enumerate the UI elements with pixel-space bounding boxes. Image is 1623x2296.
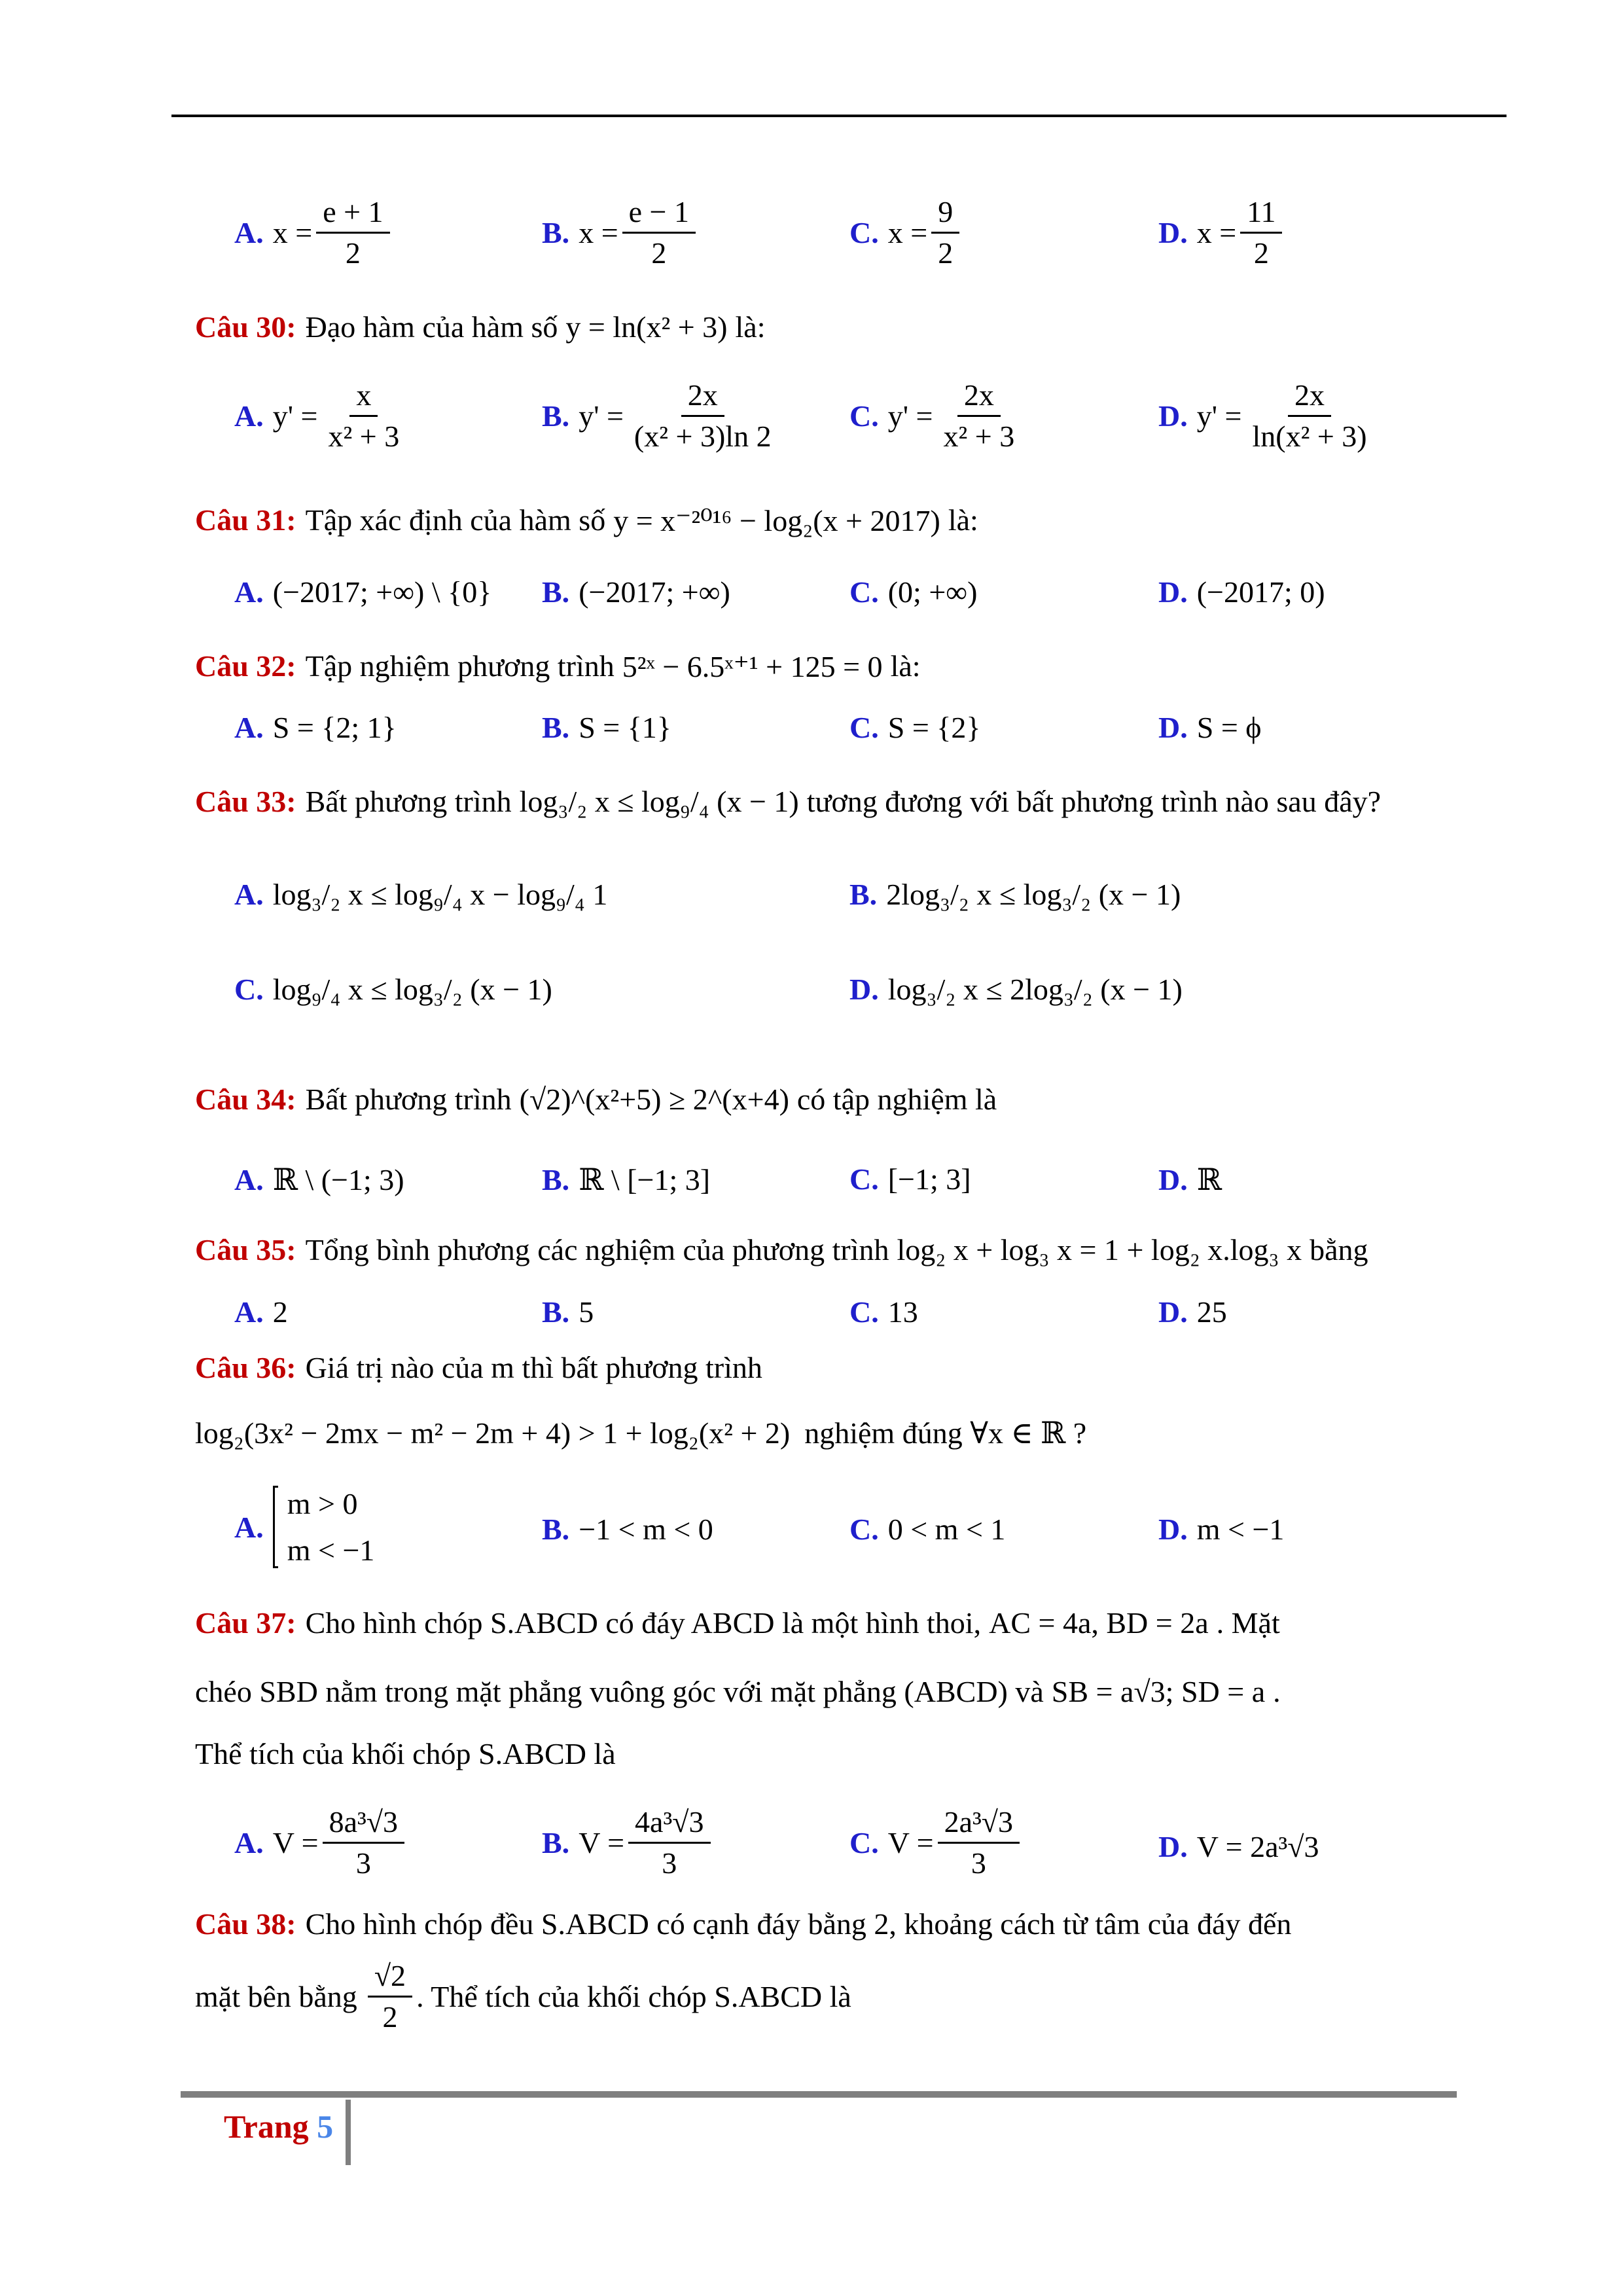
question-33: Câu 33: Bất phương trình log₃/₂ x ≤ log₉/₄ (x − 1) tương đương với bất phương trình nào sau đây? xyxy=(195,785,1382,819)
q36-option-c[interactable]: C. 0 < m < 1 xyxy=(849,1513,1006,1546)
question-37-line3: Thể tích của khối chóp S.ABCD là xyxy=(195,1737,616,1770)
q32-option-b[interactable]: B. S = {1} xyxy=(542,711,671,744)
q30-option-d[interactable]: D. y' = $\frac{2x}{\text{ln(x² + 3)}}$ xyxy=(1158,380,1378,453)
q31-option-c[interactable]: C. (0; +∞) xyxy=(849,575,978,609)
fraction: $\frac{e - 1}{2}$ xyxy=(622,196,696,270)
q31-option-b[interactable]: B. (−2017; +∞) xyxy=(542,575,730,609)
q31-option-a[interactable]: A. (−2017; +∞) \ {0} xyxy=(234,575,492,609)
q35-option-a[interactable]: A. 2 xyxy=(234,1295,288,1329)
question-31: Câu 31: Tập xác định của hàm số y = x⁻²⁰¹⁶ − log₂(x + 2017) là: xyxy=(195,503,978,537)
fraction: $\frac{\text{8a³√3}}{3}$ xyxy=(323,1806,404,1880)
system-bracket: m > 0 m < −1 xyxy=(273,1486,375,1568)
question-32: Câu 32: Tập nghiệm phương trình 5²ˣ − 6.5ˣ⁺¹ + 125 = 0 là: xyxy=(195,649,921,683)
q33-option-d[interactable]: D. log₃/₂ x ≤ 2log₃/₂ (x − 1) xyxy=(849,973,1183,1006)
footer-rule xyxy=(181,2091,1457,2098)
q32-option-a[interactable]: A. S = {2; 1} xyxy=(234,711,397,744)
question-36-inequality: log₂(3x² − 2mx − m² − 2m + 4) > 1 + log₂(x² + 2) nghiệm đúng ∀x ∈ ℝ ? xyxy=(195,1416,1087,1450)
fraction: $\frac{√2}{2}$ xyxy=(368,1960,412,2034)
fraction: $\frac{e + 1}{2}$ xyxy=(316,196,389,270)
q32-option-d[interactable]: D. S = ϕ xyxy=(1158,711,1262,744)
header-rule xyxy=(171,115,1507,117)
question-37: Câu 37: Cho hình chóp S.ABCD có đáy ABCD là một hình thoi, AC = 4a, BD = 2a . Mặt xyxy=(195,1606,1280,1640)
q32-option-c[interactable]: C. S = {2} xyxy=(849,711,981,744)
q36-option-a[interactable]: A. m > 0 m < −1 xyxy=(234,1487,375,1567)
fraction: $\frac{2x}{\text{ln(x² + 3)}}$ xyxy=(1252,378,1367,454)
question-38: Câu 38: Cho hình chóp đều S.ABCD có cạnh đáy bằng 2, khoảng cách từ tâm của đáy đến xyxy=(195,1907,1292,1941)
fraction: $\frac{11}{2}$ xyxy=(1240,196,1282,270)
question-36: Câu 36: Giá trị nào của m thì bất phương trình xyxy=(195,1351,762,1385)
fraction: $\frac{\text{4a³√3}}{3}$ xyxy=(628,1806,710,1880)
fraction: $\frac{x}{\text{x² + 3}}$ xyxy=(328,378,400,454)
q36-option-b[interactable]: B. −1 < m < 0 xyxy=(542,1513,713,1546)
q35-option-d[interactable]: D. 25 xyxy=(1158,1295,1227,1329)
question-30: Câu 30: Đạo hàm của hàm số y = ln(x² + 3) là: xyxy=(195,310,766,344)
q30-option-b[interactable]: B. y' = $\frac{2x}{\text{(x² + 3)ln 2}}$ xyxy=(542,380,782,453)
q37-option-d[interactable]: D. V = 2a³√3 xyxy=(1158,1830,1319,1863)
q30-option-c[interactable]: C. y' = $\frac{2x}{\text{x² + 3}}$ xyxy=(849,380,1025,453)
question-37-line2: chéo SBD nằm trong mặt phẳng vuông góc với mặt phẳng (ABCD) và SB = a√3; SD = a . xyxy=(195,1675,1281,1709)
q30-option-a[interactable]: A. y' = $\frac{x}{\text{x² + 3}}$ xyxy=(234,380,410,453)
prev-option-a[interactable]: A. x = $\frac{e + 1}{2}$ xyxy=(234,196,394,270)
q35-option-b[interactable]: B. 5 xyxy=(542,1295,594,1329)
fraction: $\frac{9}{2}$ xyxy=(931,196,959,270)
q37-option-c[interactable]: C. V = $\frac{\text{2a³√3}}{3}$ xyxy=(849,1806,1024,1880)
page-number: Trang 5 xyxy=(224,2108,334,2145)
question-34: Câu 34: Bất phương trình (√2)^(x²+5) ≥ 2^(x+4) có tập nghiệm là xyxy=(195,1083,997,1117)
q34-option-b[interactable]: B. ℝ \ [−1; 3] xyxy=(542,1162,711,1196)
prev-option-d[interactable]: D. x = $\frac{11}{2}$ xyxy=(1158,196,1286,270)
q37-option-b[interactable]: B. V = $\frac{\text{4a³√3}}{3}$ xyxy=(542,1806,715,1880)
fraction: $\frac{2x}{\text{(x² + 3)ln 2}}$ xyxy=(633,378,772,454)
q36-option-d[interactable]: D. m < −1 xyxy=(1158,1513,1285,1546)
q33-option-c[interactable]: C. log₉/₄ x ≤ log₃/₂ (x − 1) xyxy=(234,973,552,1006)
q33-option-b[interactable]: B. 2log₃/₂ x ≤ log₃/₂ (x − 1) xyxy=(849,878,1181,911)
q34-option-d[interactable]: D. ℝ xyxy=(1158,1162,1222,1196)
question-35: Câu 35: Tổng bình phương các nghiệm của phương trình log₂ x + log₃ x = 1 + log₂ x.log₃ x bằng xyxy=(195,1233,1368,1267)
fraction: $\frac{\text{2a³√3}}{3}$ xyxy=(938,1806,1020,1880)
q33-option-a[interactable]: A. log₃/₂ x ≤ log₉/₄ x − log₉/₄ 1 xyxy=(234,878,608,911)
prev-option-c[interactable]: C. x = $\frac{9}{2}$ xyxy=(849,196,963,270)
footer-divider xyxy=(346,2100,351,2165)
q34-option-a[interactable]: A. ℝ \ (−1; 3) xyxy=(234,1162,404,1196)
q37-option-a[interactable]: A. V = $\frac{\text{8a³√3}}{3}$ xyxy=(234,1806,408,1880)
q34-option-c[interactable]: C. [−1; 3] xyxy=(849,1162,971,1196)
fraction: $\frac{2x}{\text{x² + 3}}$ xyxy=(943,378,1015,454)
prev-option-b[interactable]: B. x = $\frac{e - 1}{2}$ xyxy=(542,196,700,270)
q35-option-c[interactable]: C. 13 xyxy=(849,1295,918,1329)
question-38-line2: mặt bên bằng $\frac{√2}{2}$ . Thể tích của khối chóp S.ABCD là xyxy=(195,1959,851,2034)
q31-option-d[interactable]: D. (−2017; 0) xyxy=(1158,575,1325,609)
